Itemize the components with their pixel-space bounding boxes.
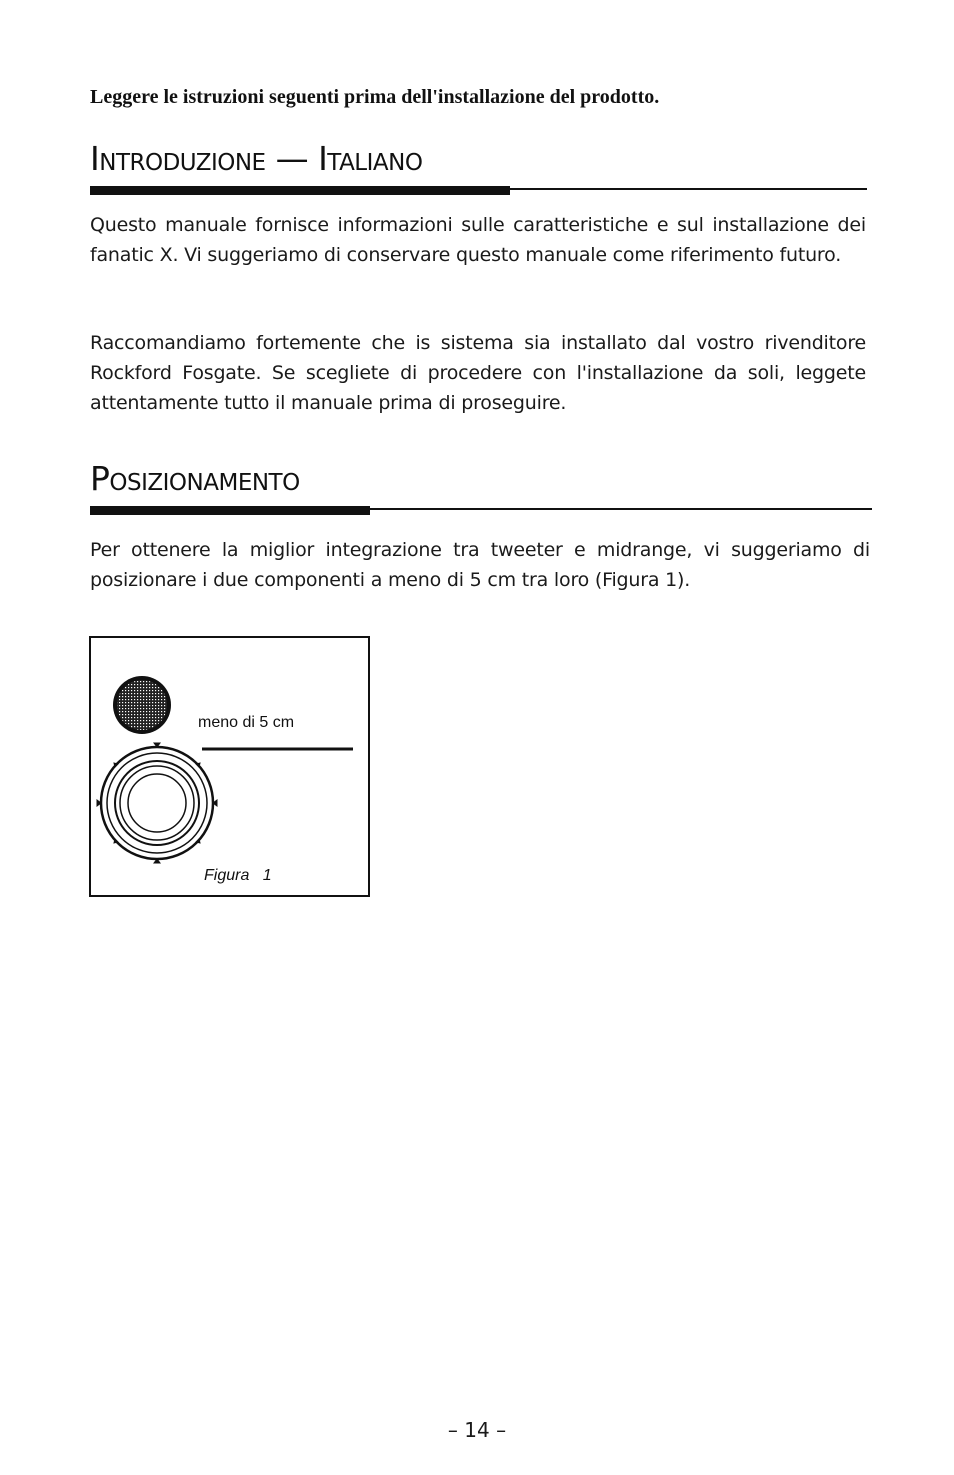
heading-rule-thick <box>90 186 510 195</box>
figure-1 <box>89 636 370 897</box>
distance-label: meno di 5 cm <box>198 714 295 731</box>
figure-diagram <box>91 638 368 895</box>
heading-rule-thin <box>370 508 872 510</box>
pre-install-notice: Leggere le istruzioni seguenti prima dell'installazione del prodotto. <box>90 86 660 108</box>
page-number: – 14 – <box>447 1418 507 1442</box>
positioning-paragraph: Per ottenere la miglior integrazione tra tweeter e midrange, vi suggeriamo di posizionare i due componenti a meno di 5 cm tra loro (Figura 1). <box>90 539 870 591</box>
tweeter-grille-icon <box>113 676 171 734</box>
section-heading-posizionamento: Posizionamento <box>90 459 300 498</box>
intro-paragraph-1: Questo manuale fornisce informazioni sulle caratteristiche e sul installazione dei fanatic X. Vi suggeriamo di conservare questo manuale come riferimento futuro. <box>90 214 866 266</box>
midrange-speaker-icon <box>97 743 217 863</box>
heading-rule-thick <box>90 506 370 515</box>
figure-caption: Figura 1 <box>204 867 272 884</box>
section-heading-introduzione: Introduzione — Italiano <box>90 139 423 178</box>
heading-rule-thin <box>510 188 867 190</box>
intro-paragraph-2: Raccomandiamo fortemente che is sistema sia installato dal vostro rivenditore Rockford Fosgate. Se scegliete di procedere con l'installazione da soli, leggete attentamente tutto il manuale prima di proseguire. <box>90 332 866 414</box>
